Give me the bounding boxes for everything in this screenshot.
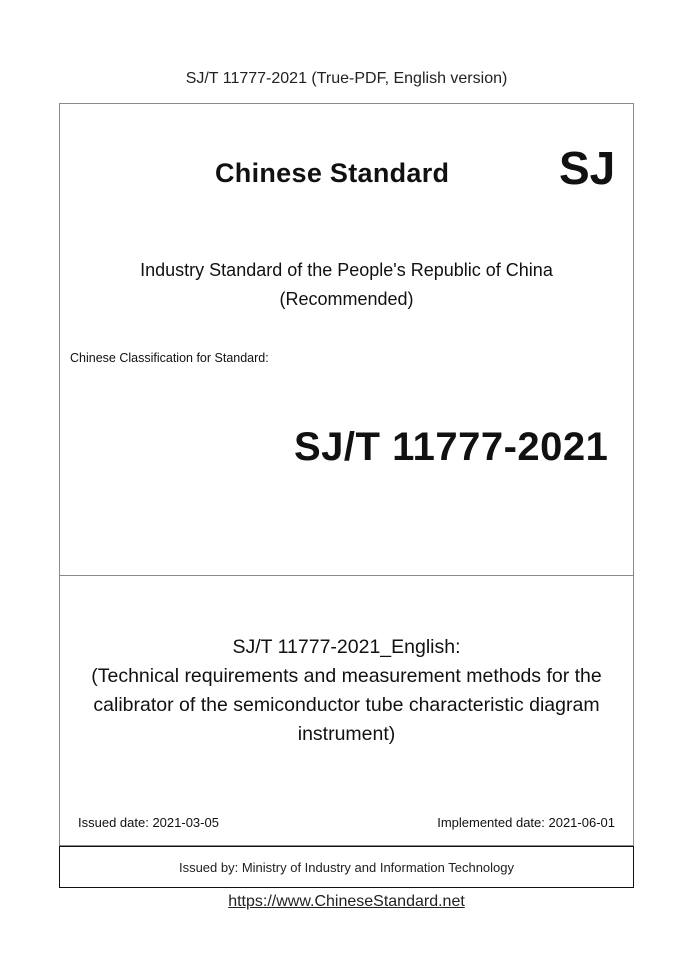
english-title-line: instrument)	[297, 723, 396, 745]
issuer-box	[59, 846, 634, 888]
classification-label: Chinese Classification for Standard:	[70, 351, 269, 365]
issued-by-text: Issued by: Ministry of Industry and Information Technology	[178, 859, 515, 875]
implemented-date: Implemented date: 2021-06-01	[437, 815, 615, 830]
website-link[interactable]: https://www.ChineseStandard.net	[228, 893, 465, 910]
standard-number: SJ/T 11777-2021	[294, 425, 609, 469]
recommended-label: (Recommended)	[279, 289, 414, 309]
cover-heading: Chinese Standard	[215, 158, 450, 188]
sj-logo: SJ	[559, 142, 616, 194]
industry-standard-line: Industry Standard of the People's Republic of China	[140, 260, 553, 280]
issued-date: Issued date: 2021-03-05	[78, 815, 219, 830]
document-header-title: SJ/T 11777-2021 (True-PDF, English version)	[185, 70, 508, 87]
english-title-line: (Technical requirements and measurement methods for the	[91, 665, 602, 687]
english-title-line: calibrator of the semiconductor tube characteristic diagram	[93, 694, 600, 716]
english-title-line: SJ/T 11777-2021_English:	[232, 636, 461, 658]
english-title	[60, 633, 633, 749]
